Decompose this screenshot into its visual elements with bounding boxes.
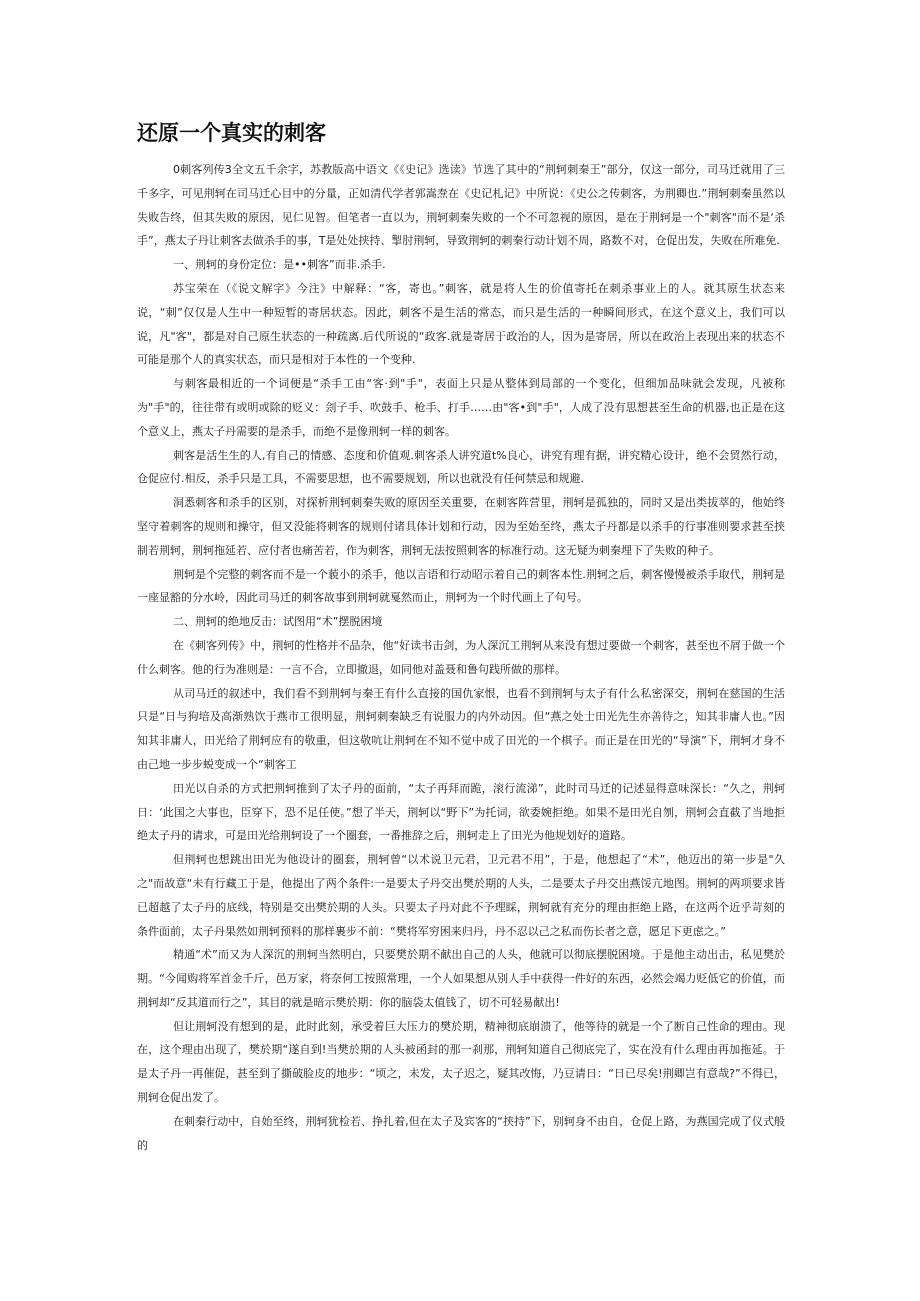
body-paragraph: 在刺秦行动中，自始至终，荆轲犹检若、挣扎着,但在太子及宾客的“挟持”下，别轲身不由自，仓促上路，为燕国完成了仪式般的	[137, 1114, 785, 1152]
document-page	[137, 118, 785, 1157]
section-heading-1: 一、荆轲的身份定位：是••刺客”而非.杀手.	[173, 258, 386, 272]
document-body	[137, 158, 785, 1157]
body-paragraph: 荆轲是个完整的刺客而不是一个藐小的杀手，他以言语和行动昭示着自己的刺客本性.荆轲之后，刺客慢慢被杀手取代，荆轲是一座显豁的分水岭，因此司马迁的刺客故事到荆轲就戛然而止，荆轲为一个时代画上了句号。	[137, 567, 785, 605]
intro-paragraph: 0刺客列传3全文五千余字，苏教版高中语文《《史记》选读》节选了其中的“荆轲刺秦王”部分，仅这一部分，司马迁就用了三千多字，可见荆轲在司马迁心目中的分量，正如清代学者郭嵩焘在《史记札记》中所说：《史公之传刺客，为荆卿也.”荆轲刺秦虽然以失败告终，但其失败的原因，见仁见智。但笔者一直以为，荆轲刺秦失败的一个不可忽视的原因，是在于荆轲是一个"刺客"而不是‘杀手”，燕太子丹让刺客去做杀手的事，T是处处挟持、掣肘荆轲，导致荆轲的刺秦行动计划不周，路数不对，仓促出发，失败在所难免.	[137, 163, 785, 248]
body-paragraph: 与刺客最相近的一个词便是“杀手工由“客·到"手"，表面上只是从整体到局部的一个变化，但细加品味就会发现，凡被称为"手"的，往往带有或明或除的贬义：刽子手、吹鼓手、枪手、打手……由"客•到"手"，人成了没有思想甚至生命的机器,也正是在这个意义上，燕太子丹需要的是杀手，而绝不是像荆轲一样的刺客。	[137, 377, 785, 438]
body-paragraph: 刺客是活生生的人,有自己的情感、态度和价值观.刺客杀人讲究道t%良心，讲究有理有据，讲究精心设计，绝不会贸然行动，仓促应付.相反，杀手只是工具，不需要思想，也不需要规划，所以也就没有任何禁忌和规避.	[137, 448, 785, 486]
document-title: 还原一个真实的刺客	[137, 121, 326, 145]
section-heading-2: 二、荆轲的绝地反击：试图用“术”摆脱困境	[173, 615, 383, 629]
body-paragraph: 在《刺客列传》中，荆轲的性格并不品杂，他“好读书击剑，为人深沉工荆轲从来没有想过要做一个刺客，甚至也不屑于做一个什么刺客。他的行为准则是：一言不合，立即撤退，如同他对盖聂和鲁句践所做的那样。	[137, 638, 785, 676]
body-paragraph: 从司马迁的叙述中，我们看不到荆轲与秦王有什么直接的国仇家恨，也看不到荆轲与太子有什么私密深交，荆轲在慈国的生活只是“日与狗培及高渐熟饮于燕市工很明显，荆轲刺秦缺乏有说服力的内外动因。但“燕之处士田光先生亦善待之，知其非庸人也。”因知其非庸人，田光给了荆轲应有的敬重，但这敬吭让荆轲在不知不觉中成了田光的一个棋子。而正是在田光的“导演”下，荆轲才身不由己地一步步蜕变成一个“刺客工	[137, 686, 785, 771]
body-paragraph: 精通“术”而又为人深沉的荆轲当然明白，只要樊於期不献出自己的人头，他就可以彻底摆脱困境。于是他主动出击，私见樊於期。“今闻购将军首金千斤，邑万家，将奈何工按照常理，一个人如果想从别人手中获得一件好的东西，必然会竭力贬低它的价值，而荆轲却“反其道而行之”，其目的就是暗示樊於期：你的脑袋太值钱了，切不可轻易献出!	[137, 948, 785, 1009]
body-paragraph: 苏宝荣在（《说文解字》今注》中解释：“客，寄也。”刺客，就是将人生的价值寄托在刺杀事业上的人。就其原生状态来说，“刺”仅仅是人生中一种短暂的寄居状态。因此，刺客不是生活的常态，而只是生活的一种瞬间形式，在这个意义上，我们可以说，凡"客"，都是对自己原生状态的一种疏离.后代所说的“政客.就是寄居于政治的人，因为是寄居，所以在政治上表现出来的状态不可能是那个人的真实状态，而只是相对于本性的一个变种.	[137, 281, 785, 367]
body-paragraph: 但让荆轲没有想到的是，此时此刻，承受着巨大压力的樊於期，精神彻底崩溃了，他等待的就是一个了断自己性命的理由。现在，这个理由出现了，樊於期“遂自到!当樊於期的人头被函封的那一刹那，荆轲知道自己彻底完了，实在没有什么理由再加拖延。于是太子丹一再催促，甚至到了撕破脸皮的地步：“顷之，未发，太子迟之，疑其改悔，乃豆请日：“日已尽矣!荆卿岂有意哉?”不得已，荆轲仓促出发了。	[137, 1019, 785, 1105]
body-paragraph: 田光以自杀的方式把荆轲推到了太子丹的面前，“太子再拜而跪，滚行流涕”，此时司马迁的记述显得意味深长：“久之，荆轲日：‘此国之大事也，臣穿下，恐不足任使。”想了半天，荆轲以“野下”为托词，欲委婉拒绝。如果不是田光自刎，荆轲会直截了当地拒绝太子丹的请求，可是田光给荆轲设了一个圈套，一番推辞之后，荆轲走上了田光为他规划好的道路。	[137, 781, 785, 843]
body-paragraph: 但荆轲也想跳出田光为他设计的圈套，荆轲曾“以术说卫元君，卫元君不用”，于是，他想起了“术”，他迈出的第一步是"久之"而故意“未有行藏工于是，他提出了两个条件:一是要太子丹交出樊於期的人头，二是要太子丹交出燕馁亢地图。荆轲的两项要求皆已超越了太子丹的底线，特别是交出樊於期的人头。只要太子丹对此不予理睬，荆轲就有充分的理由拒绝上路，在这两个近乎苛刻的条件面前，太子丹果然如荆轲预料的那样裹步不前：“樊将军穷困来归丹，丹不忍以己之私而伤长者之意，愿足下更虑之。”	[137, 853, 785, 938]
body-paragraph: 洞悉刺客和杀手的区别，对探析荆轲刺秦失败的原因至关重要，在刺客阵营里，荆轲是孤独的，同时又是出类拔萃的，他始终坚守着刺客的规则和操守，但又没能将刺客的规则付诸具体计划和行动，因为至始至终，燕太子丹都是以杀手的行事准则要求甚至挟制若荆轲，荆轲拖延若、应付者也痛苦若，作为刺客，荆轲无法按照刺客的标准行动。这无疑为刺秦埋下了失败的种子。	[137, 496, 785, 557]
